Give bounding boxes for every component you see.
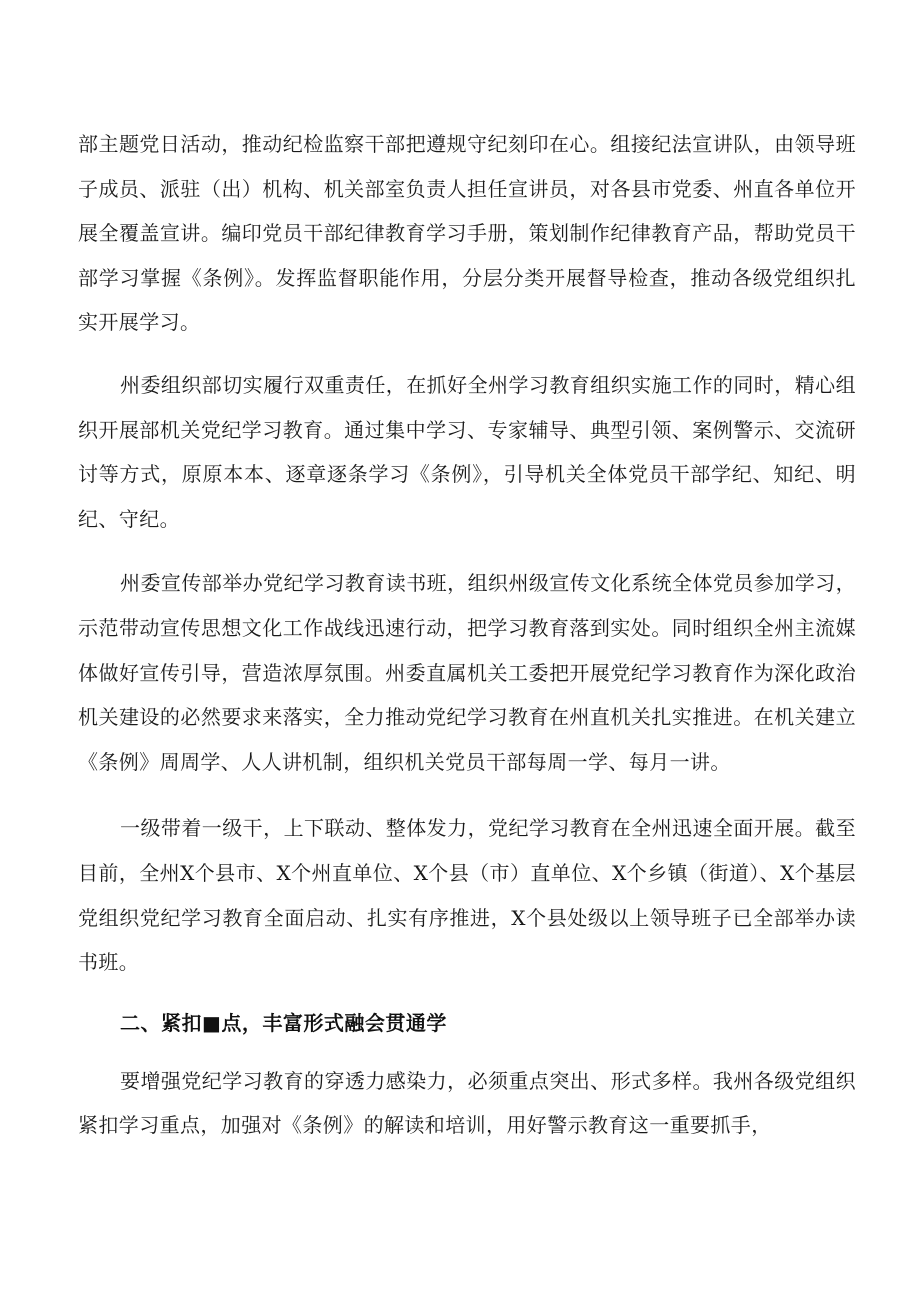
paragraph-3: 州委宣传部举办党纪学习教育读书班，组织州级宣传文化系统全体党员参加学习，示范带动宣传思想文化工作战线迅速行动，把学习教育落到实处。同时组织全州主流媒体做好宣传引导，营造浓厚氛围。州委直属机关工委把开展党纪学习教育作为深化政治机关建设的必然要求来落实，全力推动党纪学习教育在州直机关扎实推进。在机关建立《条例》周周学、人人讲机制，组织机关党员干部每周一学、每月一讲。 — [78, 571, 856, 774]
paragraph-5: 要增强党纪学习教育的穿透力感染力，必须重点突出、形式多样。我州各级党组织紧扣学习重点，加强对《条例》的解读和培训，用好警示教育这一重要抓手， — [78, 1068, 856, 1138]
section-heading: 二、紧扣■点，丰富形式融会贯通学 — [120, 1010, 447, 1035]
paragraph-2: 州委组织部切实履行双重责任，在抓好全州学习教育组织实施工作的同时，精心组织开展部机关党纪学习教育。通过集中学习、专家辅导、典型引领、案例警示、交流研讨等方式，原原本本、逐章逐条学习《条例》，引导机关全体党员干部学纪、知纪、明纪、守纪。 — [78, 372, 856, 531]
paragraph-1: 部主题党日活动，推动纪检监察干部把遵规守纪刻印在心。组接纪法宣讲队，由领导班子成员、派驻（出）机构、机关部室负责人担任宣讲员，对各县市党委、州直各单位开展全覆盖宣讲。编印党员干部纪律教育学习手册，策划制作纪律教育产品，帮助党员干部学习掌握《条例》。发挥监督职能作用，分层分类开展督导检查，推动各级党组织扎实开展学习。 — [78, 132, 856, 335]
document-body — [78, 122, 856, 1148]
paragraph-4: 一级带着一级干，上下联动、整体发力，党纪学习教育在全州迅速全面开展。截至目前，全州X个县市、X个州直单位、X个县（市）直单位、X个乡镇（街道）、X个基层党组织党纪学习教育全面启动、扎实有序推进，X个县处级以上领导班子已全部举办读书班。 — [78, 816, 856, 975]
